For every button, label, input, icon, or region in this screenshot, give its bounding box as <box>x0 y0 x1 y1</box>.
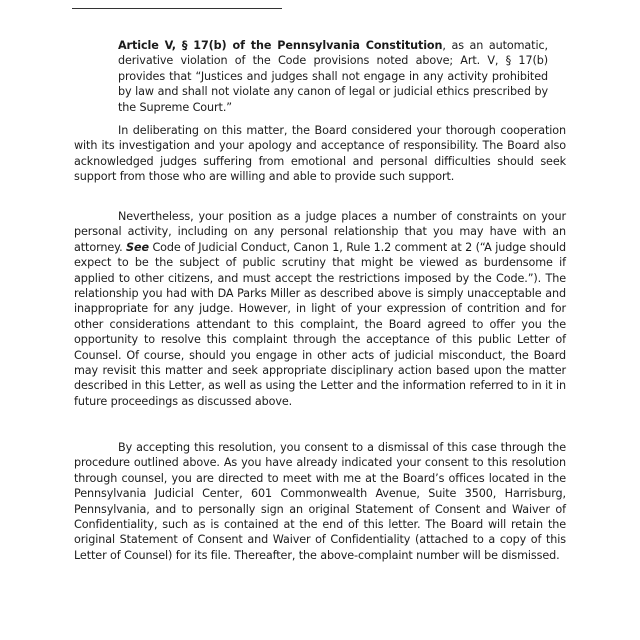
citation-body: , as an automatic, derivative violation of the Code provisions noted above; Art. V, § 17(b) provides that “Justices and judges shall not engage in any activity prohibited by law and shall not violate any canon of legal or judicial ethics prescribed by the Supreme Court.” <box>118 39 548 114</box>
constitution-citation-item <box>118 38 548 115</box>
acceptance-paragraph <box>74 440 566 563</box>
constraints-text-end: Code of Judicial Conduct, Canon 1, Rule 1.2 comment at 2 (“A judge should expect to be the subject of public scrutiny that might be viewed as burdensome if applied to other citizens, and must accept the restrictions imposed by the Code.”). The relationship you had with DA Parks Miller as described above is simply unacceptable and inappropriate for any judge. However, in light of your expression of contrition and for other considerations attendant to this complaint, the Board agreed to offer you the opportunity to resolve this complaint through the acceptance of this public Letter of Counsel. Of course, should you engage in other acts of judicial misconduct, the Board may revisit this matter and seek appropriate disciplinary action based upon the matter described in this Letter, as well as using the Letter and the information referred to in it in future proceedings as discussed above. <box>74 240 566 408</box>
acceptance-text: By accepting this resolution, you consent to a dismissal of this case through the procedure outlined above. As you have already indicated your consent to this resolution through counsel, you are directed to meet with me at the Board’s offices located in the Pennsylvania Judicial Center, 601 Commonwealth Avenue, Suite 3500, Harrisburg, Pennsylvania, and to personally sign an original Statement of Consent and Waiver of Confidentiality, such as is contained at the end of this letter. The Board will retain the original Statement of Consent and Waiver of Confidentiality (attached to a copy of this Letter of Counsel) for its file. Thereafter, the above-complaint number will be dismissed. <box>74 441 566 562</box>
top-rule <box>72 8 282 9</box>
deliberation-paragraph <box>74 123 566 185</box>
deliberation-text: In deliberating on this matter, the Board considered your thorough cooperation with its investigation and your apology and acceptance of responsibility. The Board also acknowledged judges suffering from emotional and personal difficulties should seek support from those who are willing and able to provide such support. <box>74 124 566 184</box>
citation-heading: Article V, § 17(b) of the Pennsylvania Constitution <box>118 39 443 52</box>
constraints-paragraph <box>74 209 566 409</box>
constraints-text-start: Nevertheless, your position as a judge places a number of constraints on your personal activity, including on any personal relationship that you may have with an attorney. <box>74 210 566 254</box>
see-signal: See <box>126 240 149 254</box>
